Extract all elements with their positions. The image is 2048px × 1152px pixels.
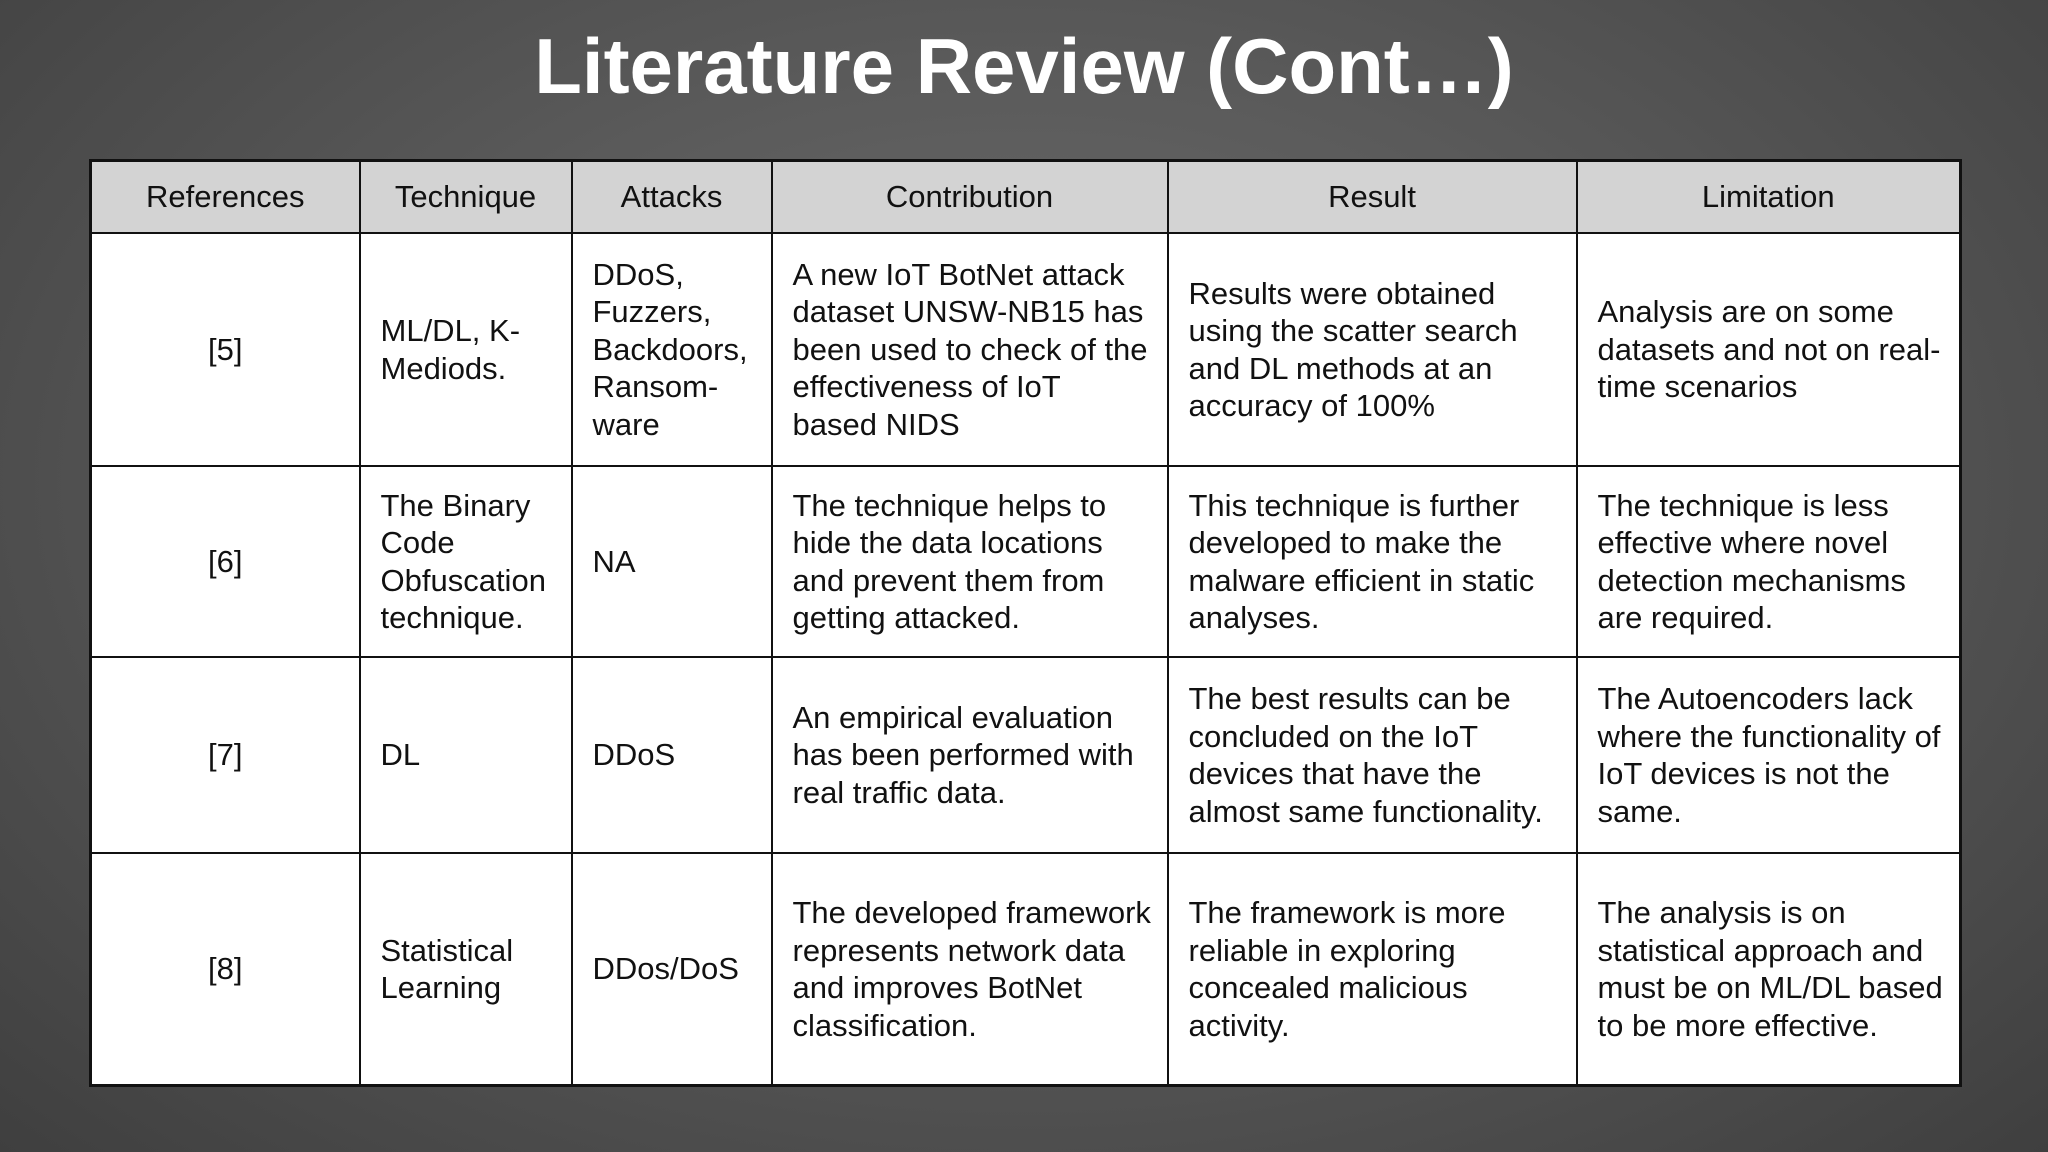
table-row [91,233,1961,466]
header-attacks: Attacks [572,161,772,234]
result-cell: Results were obtained using the scatter search and DL methods at an accuracy of 100% [1168,233,1577,466]
result-cell: This technique is further developed to make the malware efficient in static analyses. [1168,466,1577,657]
reference-cell: [8] [91,853,360,1086]
contribution-cell: The developed framework represents network data and improves BotNet classification. [772,853,1168,1086]
header-contribution: Contribution [772,161,1168,234]
attacks-cell: DDoS, Fuzzers, Backdoors, Ransom- ware [572,233,772,466]
header-result: Result [1168,161,1577,234]
table-row [91,657,1961,853]
reference-cell: [5] [91,233,360,466]
attacks-cell: DDoS [572,657,772,853]
technique-cell: Statistical Learning [360,853,572,1086]
contribution-cell: The technique helps to hide the data locations and prevent them from getting attacked. [772,466,1168,657]
table-row [91,466,1961,657]
result-cell: The best results can be concluded on the IoT devices that have the almost same functionality. [1168,657,1577,853]
limitation-cell: The analysis is on statistical approach and must be on ML/DL based to be more effective. [1577,853,1961,1086]
slide-title: Literature Review (Cont…) [534,22,1514,110]
attacks-cell: DDos/DoS [572,853,772,1086]
technique-cell: ML/DL, K- Mediods. [360,233,572,466]
header-references: References [91,161,360,234]
limitation-cell: Analysis are on some datasets and not on real-time scenarios [1577,233,1961,466]
table-header-row [91,161,1961,234]
literature-review-table [89,159,1962,1087]
reference-cell: [6] [91,466,360,657]
technique-cell: DL [360,657,572,853]
result-cell: The framework is more reliable in exploring concealed malicious activity. [1168,853,1577,1086]
technique-cell: The Binary Code Obfuscation technique. [360,466,572,657]
contribution-cell: An empirical evaluation has been performed with real traffic data. [772,657,1168,853]
limitation-cell: The technique is less effective where novel detection mechanisms are required. [1577,466,1961,657]
reference-cell: [7] [91,657,360,853]
limitation-cell: The Autoencoders lack where the functionality of IoT devices is not the same. [1577,657,1961,853]
attacks-cell: NA [572,466,772,657]
table-row [91,853,1961,1086]
contribution-cell: A new IoT BotNet attack dataset UNSW-NB15 has been used to check of the effectiveness of IoT based NIDS [772,233,1168,466]
header-technique: Technique [360,161,572,234]
header-limitation: Limitation [1577,161,1961,234]
